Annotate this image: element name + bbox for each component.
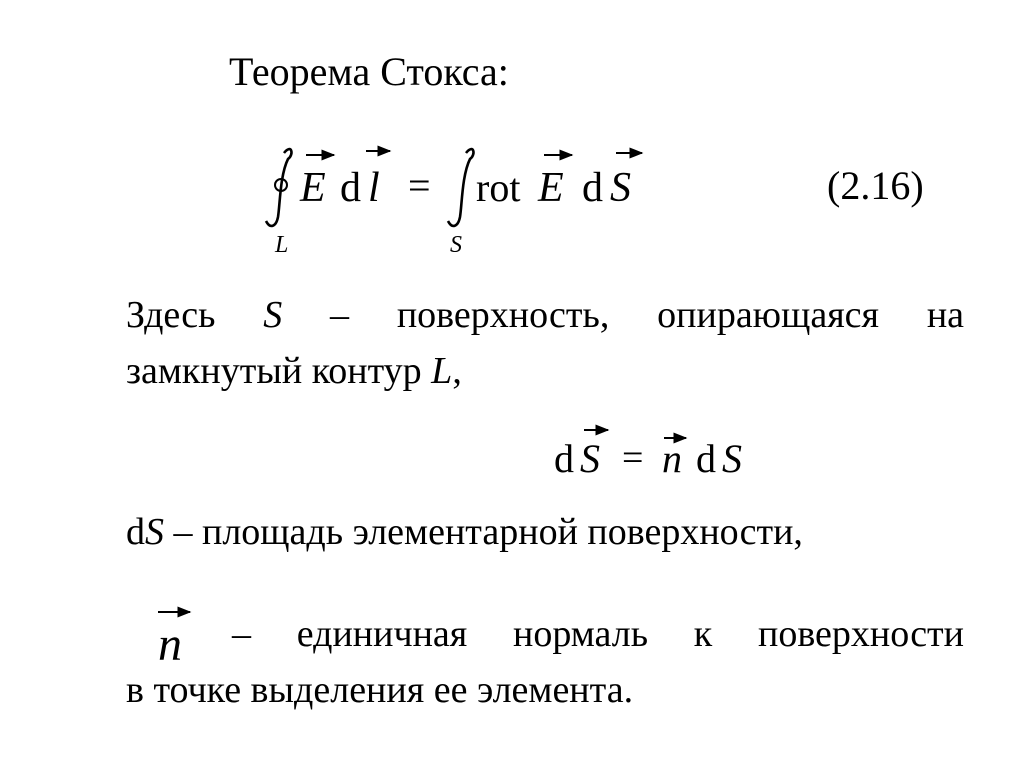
ds-d2: d <box>696 436 716 481</box>
rhs-diff: d <box>582 165 603 211</box>
ds-s2: S <box>722 436 742 481</box>
integral-sign <box>448 149 473 226</box>
lhs-limit: L <box>275 232 289 258</box>
normal-n: n <box>158 618 182 668</box>
ds-s1: S <box>580 436 600 481</box>
lhs-diff: d <box>340 165 361 211</box>
ds-n: n <box>662 436 682 481</box>
equals-sign: = <box>408 163 431 208</box>
stokes-formula <box>240 135 680 265</box>
equation-number: (2.16) <box>827 163 924 208</box>
lhs-integrand: E <box>300 165 326 211</box>
paragraph-surface-line-1: Здесь S – поверхность, опирающаяся на <box>126 294 965 336</box>
rhs-limit: S <box>450 232 462 258</box>
paragraph-ds <box>126 504 964 560</box>
ds-formula <box>550 418 780 488</box>
rhs-var: S <box>610 165 631 211</box>
normal-vector-symbol <box>152 598 202 668</box>
paragraph-surface-line-2: замкнутый контур L, <box>126 350 462 392</box>
contour-integral-sign <box>266 149 291 226</box>
slide-title: Теорема Стокса: <box>229 49 509 94</box>
paragraph-normal-line-2: в точке выделения ее элемента. <box>126 669 634 711</box>
rhs-operator: rot <box>476 165 521 210</box>
paragraph-surface <box>126 287 964 399</box>
paragraph-normal-line-1: – единичная нормаль к поверхности <box>232 613 964 655</box>
rhs-integrand: E <box>538 165 564 211</box>
ds-d1: d <box>554 436 574 481</box>
ds-equals: = <box>622 437 644 479</box>
lhs-var: l <box>368 165 380 211</box>
paragraph-ds-line: dS – площадь элементарной поверхности, <box>126 511 803 553</box>
